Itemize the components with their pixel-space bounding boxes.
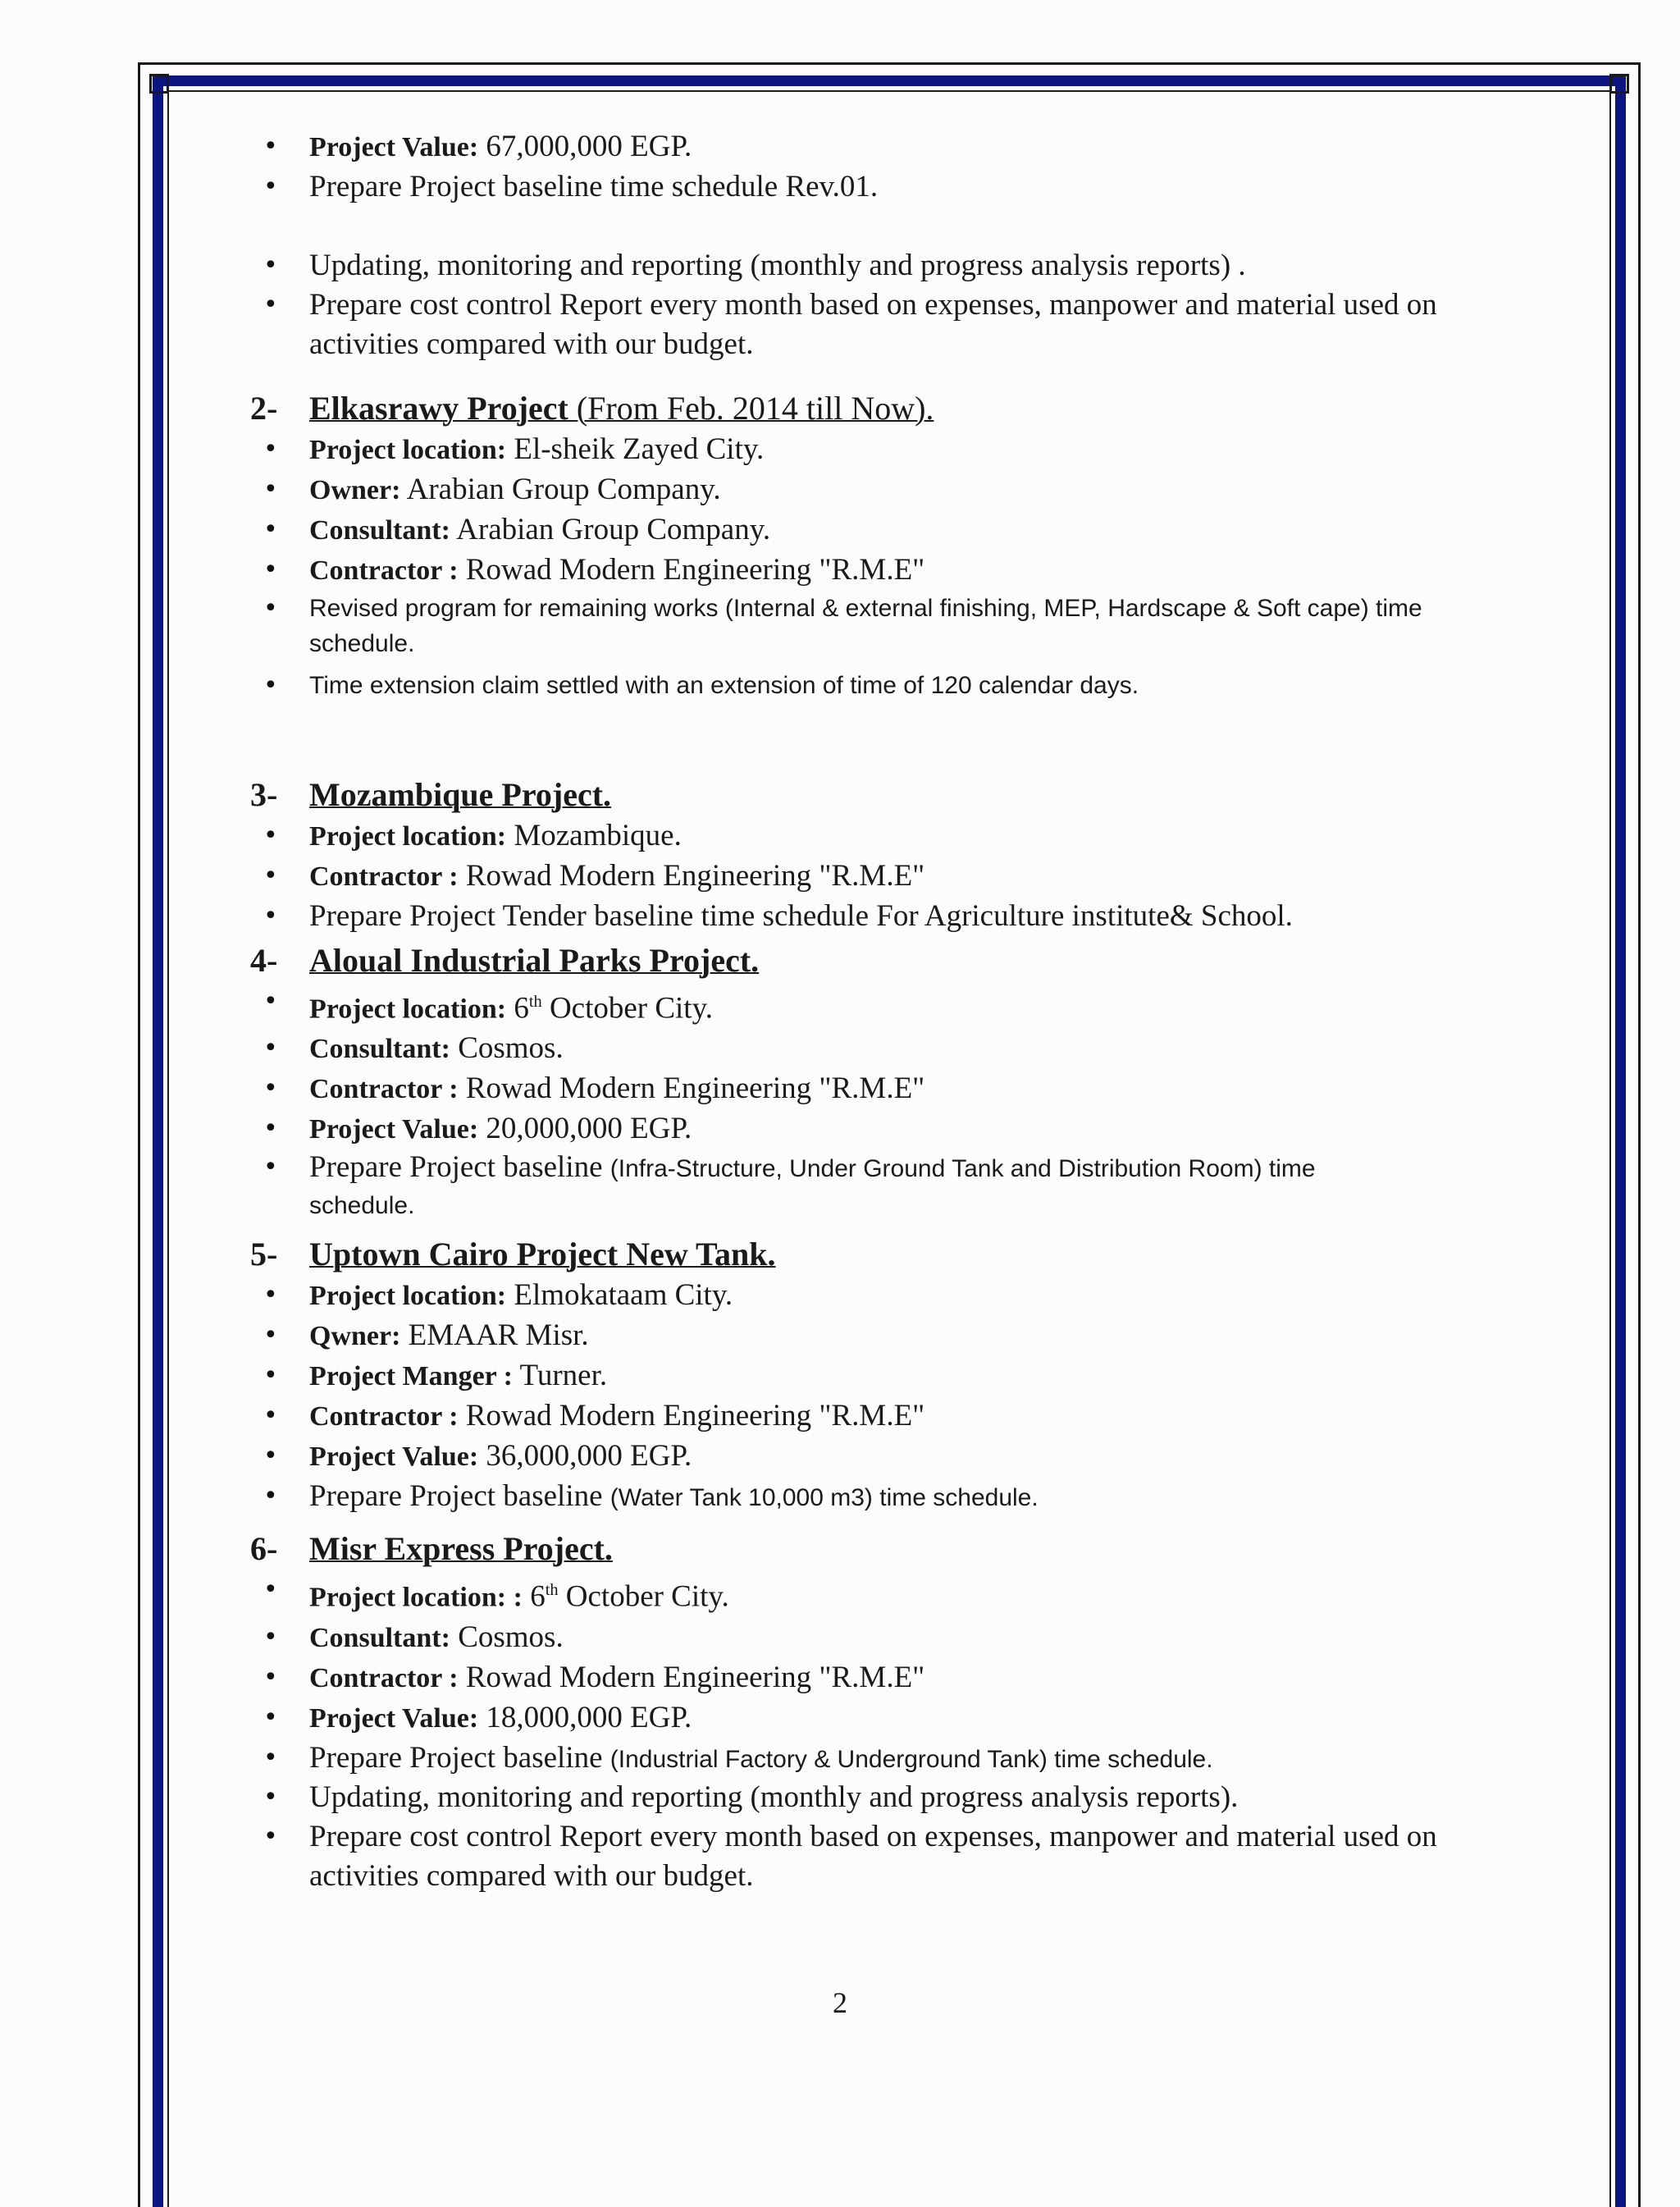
list-item: • Contractor : Rowad Modern Engineering "R.M.E" bbox=[250, 1658, 1464, 1698]
list-item: • Prepare Project baseline (Water Tank 10,000 m3) time schedule. bbox=[250, 1477, 1464, 1516]
list-item: • Consultant: Cosmos. bbox=[250, 1029, 1464, 1069]
border-corner-left bbox=[149, 74, 169, 94]
list-item: • Updating, monitoring and reporting (monthly and progress analysis reports). bbox=[250, 1778, 1464, 1817]
list-item: • Contractor : Rowad Modern Engineering "R.M.E" bbox=[250, 1396, 1464, 1437]
top-list bbox=[250, 127, 1464, 364]
list-item: • Owner: Arabian Group Company. bbox=[250, 470, 1464, 510]
project-details bbox=[250, 430, 1464, 703]
border-corner-right bbox=[1609, 74, 1629, 94]
list-item: • Project Value: 36,000,000 EGP. bbox=[250, 1437, 1464, 1477]
list-item: • Project location: Elmokataam City. bbox=[250, 1276, 1464, 1316]
list-item: • Project Value: 18,000,000 EGP. bbox=[250, 1698, 1464, 1739]
list-item: • Prepare Project baseline (Infra-Structure, Under Ground Tank and Distribution Room) time schedule. bbox=[250, 1149, 1464, 1223]
list-item: • Qwner: EMAAR Misr. bbox=[250, 1316, 1464, 1356]
page-number: 2 bbox=[833, 1986, 847, 2019]
list-item: • Project Value: 67,000,000 EGP. bbox=[250, 127, 1464, 167]
project-heading: 6- Misr Express Project. bbox=[250, 1530, 613, 1568]
project-details bbox=[250, 1570, 1464, 1895]
project-heading: 3- Mozambique Project. bbox=[250, 776, 612, 813]
document-body bbox=[250, 127, 1464, 1896]
list-item: • Contractor : Rowad Modern Engineering "R.M.E" bbox=[250, 857, 1464, 897]
list-item: • Prepare cost control Report every month based on expenses, manpower and material used on activities compared with our budget. bbox=[250, 1817, 1464, 1896]
project-heading: 4- Aloual Industrial Parks Project. bbox=[250, 942, 760, 979]
list-item: • Prepare cost control Report every month based on expenses, manpower and material used on activities compared with our budget. bbox=[250, 286, 1464, 364]
list-item: • Contractor : Rowad Modern Engineering "R.M.E" bbox=[250, 551, 1464, 591]
list-item: • Time extension claim settled with an extension of time of 120 calendar days. bbox=[250, 668, 1464, 703]
list-item: • Project location: 6th October City. bbox=[250, 982, 1464, 1029]
project-details bbox=[250, 982, 1464, 1223]
list-item: • Project location: : 6th October City. bbox=[250, 1570, 1464, 1617]
list-item: • Revised program for remaining works (Internal & external finishing, MEP, Hardscape & Soft cape) time schedule. bbox=[250, 591, 1464, 661]
project-details bbox=[250, 816, 1464, 936]
list-item: • Project location: El-sheik Zayed City. bbox=[250, 430, 1464, 470]
list-item: • Consultant: Cosmos. bbox=[250, 1618, 1464, 1658]
list-item: • Contractor : Rowad Modern Engineering "R.M.E" bbox=[250, 1069, 1464, 1109]
list-item: • Consultant: Arabian Group Company. bbox=[250, 510, 1464, 551]
project-heading: 2- Elkasrawy Project (From Feb. 2014 till Now). bbox=[250, 390, 934, 427]
project-heading: 5- Uptown Cairo Project New Tank. bbox=[250, 1236, 776, 1273]
list-item: • Prepare Project baseline (Industrial Factory & Underground Tank) time schedule. bbox=[250, 1739, 1464, 1778]
list-item: • Project Manger : Turner. bbox=[250, 1356, 1464, 1396]
list-item: • Prepare Project Tender baseline time schedule For Agriculture institute& School. bbox=[250, 897, 1464, 936]
list-item: • Prepare Project baseline time schedule Rev.01. bbox=[250, 167, 1464, 207]
list-item: • Project Value: 20,000,000 EGP. bbox=[250, 1109, 1464, 1149]
list-item: • Project location: Mozambique. bbox=[250, 816, 1464, 857]
project-details bbox=[250, 1276, 1464, 1516]
list-item: • Updating, monitoring and reporting (monthly and progress analysis reports) . bbox=[250, 246, 1464, 286]
